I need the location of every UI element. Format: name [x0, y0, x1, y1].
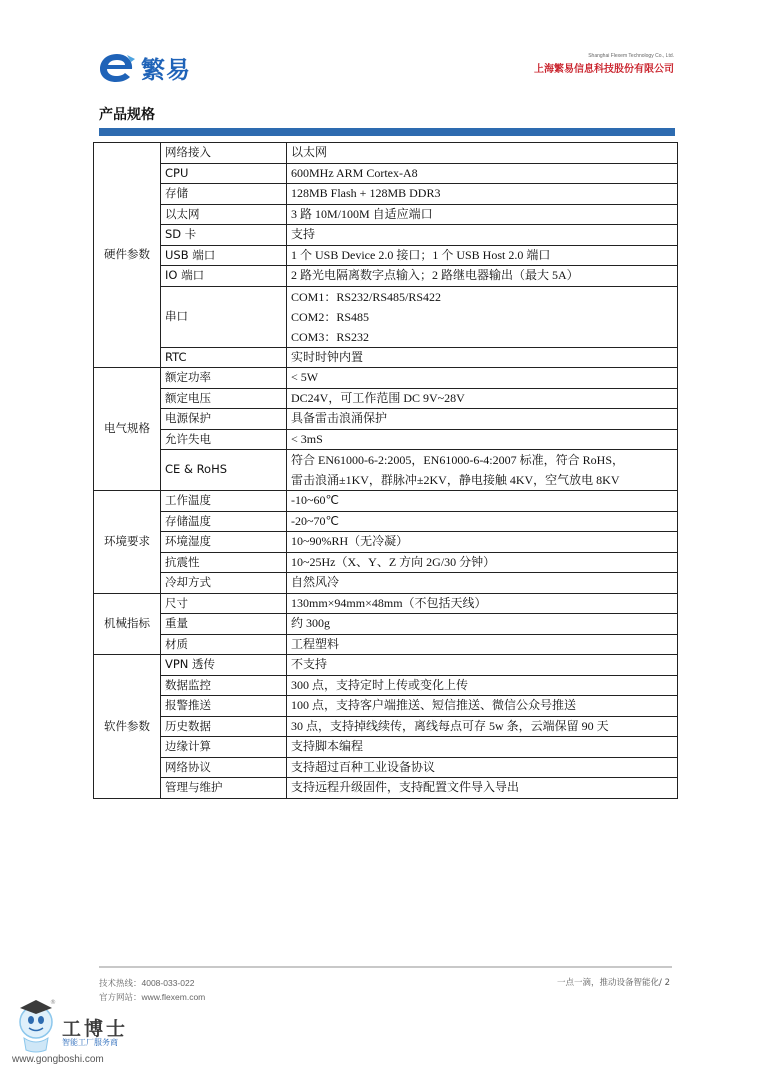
spec-value: [287, 593, 678, 614]
spec-value: [287, 614, 678, 635]
title-divider-bar: [99, 128, 675, 136]
logo-text: 繁易: [141, 56, 191, 84]
table-row: [94, 614, 678, 635]
table-row: [94, 143, 678, 164]
spec-value-line: 支持: [291, 227, 316, 241]
spec-value-line: 以太网: [291, 145, 328, 159]
spec-value-line: 符合 EN61000-6-2:2005，EN61000-6-4:2007 标准，符合 RoHS，: [291, 453, 624, 467]
spec-name: 重量: [161, 614, 287, 635]
watermark-subtitle: 智能工厂服务商: [62, 1038, 118, 1047]
spec-value: [287, 511, 678, 532]
spec-value: [287, 225, 678, 246]
company-name-en: Shanghai Flexem Technology Co., Ltd.: [588, 53, 674, 59]
spec-value-line: 具备雷击浪涌保护: [291, 411, 388, 425]
spec-value-line: -20~70℃: [291, 513, 339, 528]
company-name-cn: 上海繁易信息科技股份有限公司: [534, 64, 674, 75]
spec-value-line: 支持超过百种工业设备协议: [291, 759, 436, 774]
spec-value-line: 工程塑料: [291, 636, 340, 651]
spec-name: 冷却方式: [161, 573, 287, 594]
table-row: [94, 737, 678, 758]
table-row: [94, 245, 678, 266]
table-row: [94, 716, 678, 737]
spec-value-line: 10~90%RH（无冷凝）: [291, 534, 409, 548]
spec-value: [287, 450, 678, 491]
spec-value-line: 支持远程升级固件，支持配置文件导入导出: [291, 780, 520, 794]
table-row: [94, 675, 678, 696]
section-title: 产品规格: [99, 107, 155, 123]
table-row: [94, 368, 678, 389]
table-row: [94, 511, 678, 532]
spec-table: [93, 142, 678, 799]
spec-name: SD 卡: [161, 225, 287, 246]
spec-value-line: 实时时钟内置: [291, 349, 364, 364]
spec-name: USB 端口: [161, 245, 287, 266]
spec-value: [287, 491, 678, 512]
spec-value: [287, 757, 678, 778]
table-row: [94, 225, 678, 246]
spec-value-line: 300 点，支持定时上传或变化上传: [291, 677, 469, 692]
spec-name: 材质: [161, 634, 287, 655]
spec-value-line: DC24V，可工作范围 DC 9V~28V: [291, 390, 465, 405]
table-row: [94, 491, 678, 512]
spec-name: 工作温度: [161, 491, 287, 512]
spec-value-line: COM2：RS485: [291, 309, 370, 324]
spec-name: 管理与维护: [161, 778, 287, 799]
spec-category: 机械指标: [94, 593, 161, 655]
svg-text:®: ®: [50, 999, 56, 1006]
watermark-title: 工博士: [62, 1018, 129, 1040]
spec-name: 数据监控: [161, 675, 287, 696]
spec-value: [287, 347, 678, 368]
spec-name: 以太网: [161, 204, 287, 225]
spec-value-line: 30 点，支持掉线续传，离线每点可存 5w 条，云端保留 90 天: [291, 718, 609, 733]
spec-value: [287, 286, 678, 347]
spec-value: [287, 163, 678, 184]
spec-value: [287, 143, 678, 164]
spec-name: 允许失电: [161, 429, 287, 450]
table-row: [94, 532, 678, 553]
spec-value: [287, 675, 678, 696]
spec-name: RTC: [161, 347, 287, 368]
table-row: [94, 429, 678, 450]
table-row: [94, 266, 678, 287]
flexem-logo: [97, 50, 191, 85]
spec-name: 历史数据: [161, 716, 287, 737]
spec-name: 网络协议: [161, 757, 287, 778]
spec-name: 网络接入: [161, 143, 287, 164]
spec-name: IO 端口: [161, 266, 287, 287]
spec-value-line: -10~60℃: [291, 493, 339, 507]
spec-category: 硬件参数: [94, 143, 161, 368]
footer-divider: [99, 966, 672, 968]
table-row: [94, 634, 678, 655]
spec-name: CE & RoHS: [161, 450, 287, 491]
spec-value-line: 雷击浪涌±1KV，群脉冲±2KV，静电接触 4KV，空气放电 8KV: [291, 473, 620, 487]
spec-value-line: COM1：RS232/RS485/RS422: [291, 289, 442, 304]
spec-name: 存储温度: [161, 511, 287, 532]
table-row: [94, 450, 678, 491]
spec-value-line: < 5W: [291, 370, 319, 384]
spec-value: [287, 388, 678, 409]
spec-value-line: 自然风冷: [291, 575, 340, 589]
table-row: [94, 388, 678, 409]
spec-value: [287, 655, 678, 676]
spec-value: [287, 573, 678, 594]
spec-value: [287, 184, 678, 205]
spec-name: 串口: [161, 286, 287, 347]
spec-value-line: 不支持: [291, 657, 328, 671]
spec-value-line: 约 300g: [291, 616, 331, 630]
spec-name: 边缘计算: [161, 737, 287, 758]
spec-value: [287, 532, 678, 553]
table-row: [94, 696, 678, 717]
spec-name: 存储: [161, 184, 287, 205]
spec-name: 尺寸: [161, 593, 287, 614]
table-row: [94, 409, 678, 430]
spec-value: [287, 266, 678, 287]
spec-value: [287, 552, 678, 573]
spec-value-line: 128MB Flash + 128MB DDR3: [291, 186, 441, 200]
table-row: [94, 593, 678, 614]
spec-value: [287, 429, 678, 450]
table-row: [94, 573, 678, 594]
spec-name: CPU: [161, 163, 287, 184]
spec-value: [287, 204, 678, 225]
spec-category: 环境要求: [94, 491, 161, 594]
spec-name: 报警推送: [161, 696, 287, 717]
spec-value-line: 2 路光电隔离数字点输入；2 路继电器输出（最大 5A）: [291, 268, 579, 282]
table-row: [94, 163, 678, 184]
spec-value: [287, 409, 678, 430]
table-row: [94, 552, 678, 573]
spec-category: 软件参数: [94, 655, 161, 799]
spec-value: [287, 737, 678, 758]
flexem-e-icon: [97, 51, 137, 85]
spec-value-line: 3 路 10M/100M 自适应端口: [291, 206, 433, 221]
spec-value: [287, 368, 678, 389]
footer-website: 官方网站：www.flexem.com: [99, 992, 206, 1002]
spec-name: 额定功率: [161, 368, 287, 389]
spec-value: [287, 716, 678, 737]
table-row: [94, 655, 678, 676]
spec-value-line: 130mm×94mm×48mm（不包括天线）: [291, 595, 487, 610]
spec-value-line: < 3mS: [291, 431, 323, 446]
table-row: [94, 204, 678, 225]
table-row: [94, 757, 678, 778]
spec-value: [287, 245, 678, 266]
spec-value-line: COM3：RS232: [291, 329, 370, 344]
table-row: [94, 184, 678, 205]
table-row: [94, 347, 678, 368]
spec-value-line: 100 点，支持客户端推送、短信推送、微信公众号推送: [291, 698, 577, 712]
footer-slogan: 一点一滴，推动设备智能化/ 2: [557, 978, 670, 988]
spec-name: VPN 透传: [161, 655, 287, 676]
spec-value: [287, 696, 678, 717]
spec-value-line: 1 个 USB Device 2.0 接口；1 个 USB Host 2.0 端口: [291, 247, 551, 262]
spec-value: [287, 634, 678, 655]
spec-value-line: 600MHz ARM Cortex-A8: [291, 165, 418, 180]
spec-value: [287, 778, 678, 799]
spec-value-line: 支持脚本编程: [291, 739, 364, 753]
spec-name: 环境湿度: [161, 532, 287, 553]
table-row: [94, 286, 678, 347]
watermark-url: www.gongboshi.com: [12, 1054, 104, 1065]
spec-name: 额定电压: [161, 388, 287, 409]
spec-category: 电气规格: [94, 368, 161, 491]
table-row: [94, 778, 678, 799]
spec-name: 电源保护: [161, 409, 287, 430]
spec-value-line: 10~25Hz（X、Y、Z 方向 2G/30 分钟）: [291, 554, 496, 569]
spec-name: 抗震性: [161, 552, 287, 573]
footer-hotline: 技术热线：4008-033-022: [99, 978, 195, 988]
